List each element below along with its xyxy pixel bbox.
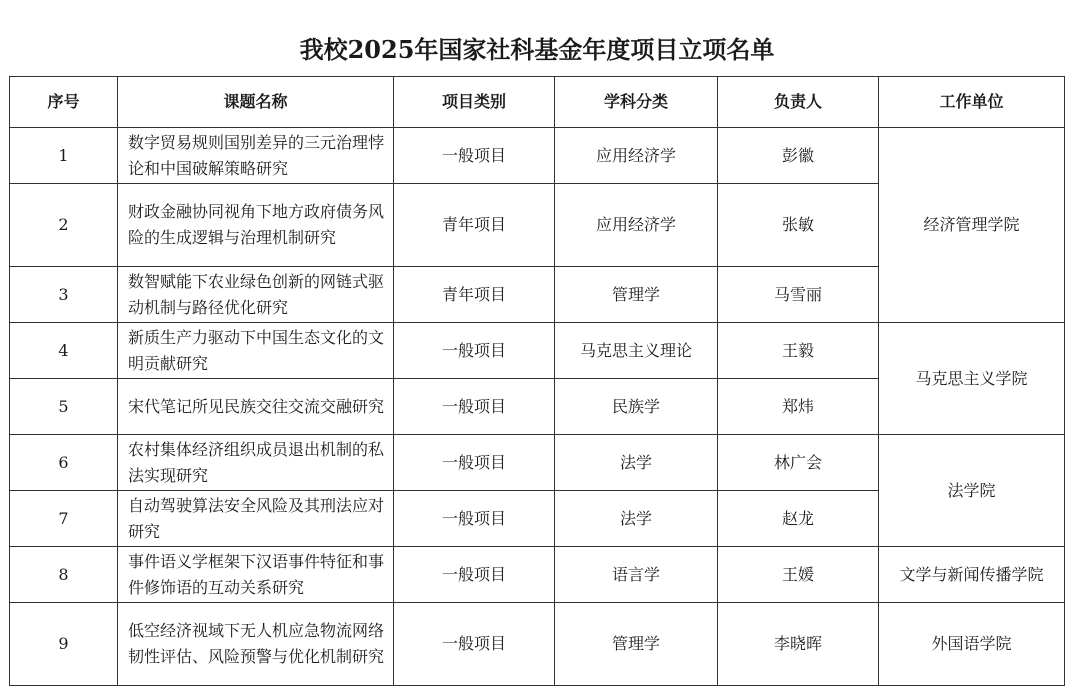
cell-unit: 经济管理学院 bbox=[879, 128, 1065, 323]
table-row bbox=[10, 128, 1065, 184]
header-unit: 工作单位 bbox=[879, 77, 1065, 128]
cell-leader: 张敏 bbox=[718, 184, 879, 267]
cell-category: 一般项目 bbox=[394, 491, 555, 547]
cell-topic: 财政金融协同视角下地方政府债务风险的生成逻辑与治理机制研究 bbox=[118, 184, 394, 267]
page-title: 我校2025年国家社科基金年度项目立项名单 bbox=[299, 35, 775, 64]
cell-category: 一般项目 bbox=[394, 128, 555, 184]
cell-category: 一般项目 bbox=[394, 379, 555, 435]
header-discipline: 学科分类 bbox=[555, 77, 718, 128]
cell-leader: 李晓晖 bbox=[718, 603, 879, 686]
cell-discipline: 民族学 bbox=[555, 379, 718, 435]
table-row bbox=[10, 547, 1065, 603]
cell-unit: 外国语学院 bbox=[879, 603, 1065, 686]
cell-no: 2 bbox=[10, 184, 118, 267]
cell-discipline: 应用经济学 bbox=[555, 184, 718, 267]
cell-discipline: 管理学 bbox=[555, 267, 718, 323]
header-category: 项目类别 bbox=[394, 77, 555, 128]
header-leader: 负责人 bbox=[718, 77, 879, 128]
cell-no: 6 bbox=[10, 435, 118, 491]
cell-discipline: 法学 bbox=[555, 435, 718, 491]
cell-topic: 自动驾驶算法安全风险及其刑法应对研究 bbox=[118, 491, 394, 547]
header-no: 序号 bbox=[10, 77, 118, 128]
cell-discipline: 应用经济学 bbox=[555, 128, 718, 184]
table-header-row bbox=[10, 77, 1065, 128]
project-table bbox=[9, 76, 1065, 686]
cell-topic: 数字贸易规则国别差异的三元治理悖论和中国破解策略研究 bbox=[118, 128, 394, 184]
cell-topic: 新质生产力驱动下中国生态文化的文明贡献研究 bbox=[118, 323, 394, 379]
cell-unit: 马克思主义学院 bbox=[879, 323, 1065, 435]
table-row bbox=[10, 435, 1065, 491]
cell-leader: 林广会 bbox=[718, 435, 879, 491]
cell-category: 一般项目 bbox=[394, 323, 555, 379]
cell-topic: 宋代笔记所见民族交往交流交融研究 bbox=[118, 379, 394, 435]
cell-leader: 王媛 bbox=[718, 547, 879, 603]
cell-leader: 赵龙 bbox=[718, 491, 879, 547]
cell-leader: 彭徽 bbox=[718, 128, 879, 184]
cell-topic: 农村集体经济组织成员退出机制的私法实现研究 bbox=[118, 435, 394, 491]
cell-topic: 事件语义学框架下汉语事件特征和事件修饰语的互动关系研究 bbox=[118, 547, 394, 603]
cell-topic: 数智赋能下农业绿色创新的网链式驱动机制与路径优化研究 bbox=[118, 267, 394, 323]
cell-category: 青年项目 bbox=[394, 184, 555, 267]
cell-no: 1 bbox=[10, 128, 118, 184]
cell-category: 青年项目 bbox=[394, 267, 555, 323]
header-topic: 课题名称 bbox=[118, 77, 394, 128]
cell-unit: 法学院 bbox=[879, 435, 1065, 547]
cell-unit: 文学与新闻传播学院 bbox=[879, 547, 1065, 603]
cell-leader: 王毅 bbox=[718, 323, 879, 379]
cell-discipline: 法学 bbox=[555, 491, 718, 547]
cell-category: 一般项目 bbox=[394, 603, 555, 686]
cell-no: 3 bbox=[10, 267, 118, 323]
cell-no: 4 bbox=[10, 323, 118, 379]
cell-leader: 郑炜 bbox=[718, 379, 879, 435]
table-row bbox=[10, 323, 1065, 379]
cell-category: 一般项目 bbox=[394, 435, 555, 491]
cell-discipline: 语言学 bbox=[555, 547, 718, 603]
cell-no: 9 bbox=[10, 603, 118, 686]
cell-category: 一般项目 bbox=[394, 547, 555, 603]
cell-leader: 马雪丽 bbox=[718, 267, 879, 323]
cell-topic: 低空经济视域下无人机应急物流网络韧性评估、风险预警与优化机制研究 bbox=[118, 603, 394, 686]
cell-no: 5 bbox=[10, 379, 118, 435]
cell-discipline: 管理学 bbox=[555, 603, 718, 686]
cell-no: 7 bbox=[10, 491, 118, 547]
table-row bbox=[10, 603, 1065, 686]
cell-no: 8 bbox=[10, 547, 118, 603]
cell-discipline: 马克思主义理论 bbox=[555, 323, 718, 379]
